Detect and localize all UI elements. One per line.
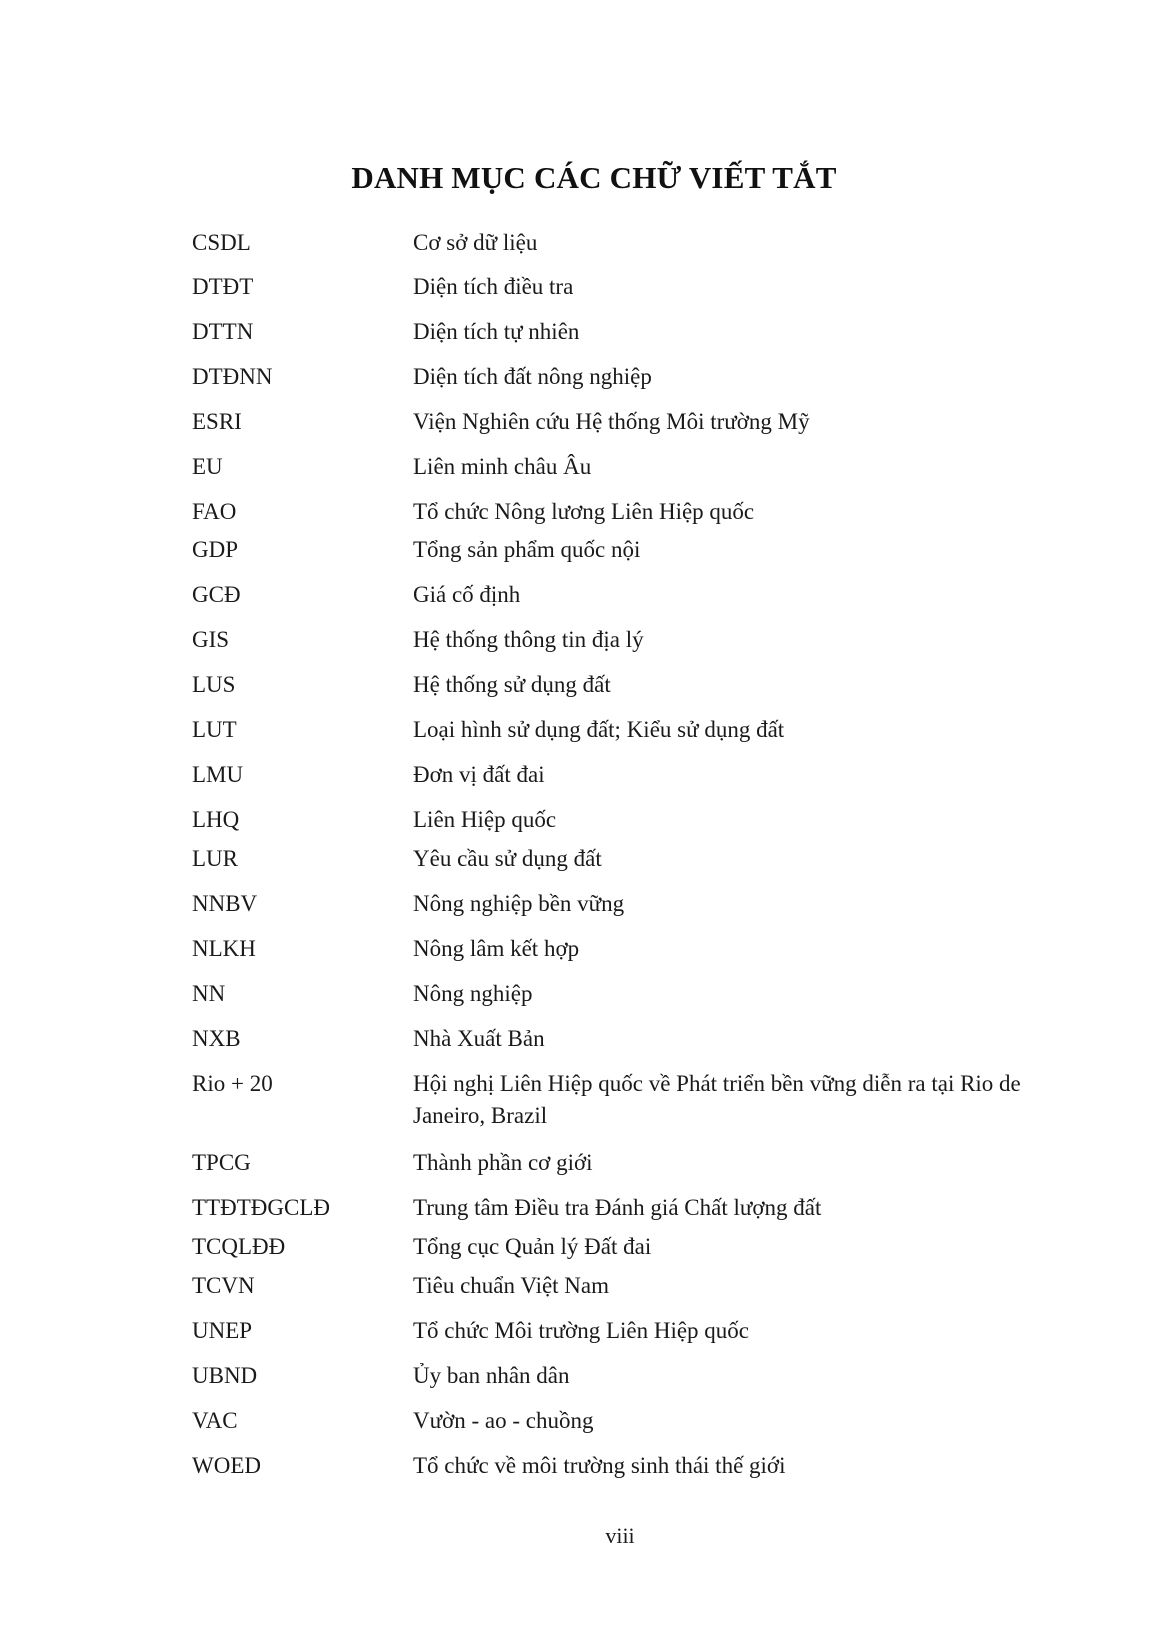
abbreviation: EU (192, 454, 223, 479)
abbreviation-meaning: Loại hình sử dụng đất; Kiểu sử dụng đất (413, 717, 785, 742)
abbreviation-meaning: Diện tích tự nhiên (413, 319, 580, 344)
abbreviation-meaning: Tiêu chuẩn Việt Nam (413, 1273, 610, 1298)
abbreviation-meaning: Nông nghiệp bền vững (413, 891, 625, 916)
abbreviation: Rio + 20 (192, 1071, 273, 1096)
abbreviation-meaning: Hội nghị Liên Hiệp quốc về Phát triển bền vững diễn ra tại Rio de Janeiro, Brazil (413, 1071, 1021, 1128)
abbreviation-meaning: Đơn vị đất đai (413, 762, 545, 787)
abbreviation-meaning: Diện tích đất nông nghiệp (413, 364, 652, 389)
abbreviation: CSDL (192, 230, 251, 255)
abbreviation: TPCG (192, 1150, 251, 1175)
abbreviation: NXB (192, 1026, 241, 1051)
abbreviation: NNBV (192, 891, 258, 916)
abbreviation-meaning: Diện tích điều tra (413, 274, 574, 299)
abbreviation-meaning: Nhà Xuất Bản (413, 1026, 545, 1051)
abbreviation-meaning: Thành phần cơ giới (413, 1150, 593, 1175)
abbreviation: LHQ (192, 807, 240, 832)
abbreviation: TCQLĐĐ (192, 1234, 286, 1259)
abbreviation: VAC (192, 1408, 238, 1433)
abbreviation-meaning: Giá cố định (413, 582, 521, 607)
abbreviation-meaning: Trung tâm Điều tra Đánh giá Chất lượng đất (413, 1195, 822, 1220)
abbreviation: GCĐ (192, 582, 241, 607)
abbreviation-meaning: Hệ thống thông tin địa lý (413, 627, 644, 652)
abbreviation-meaning: Yêu cầu sử dụng đất (413, 846, 602, 871)
abbreviation: LUS (192, 672, 236, 697)
abbreviation: DTĐT (192, 274, 254, 299)
abbreviation-meaning: Liên minh châu Âu (413, 454, 592, 479)
abbreviation: GIS (192, 627, 230, 652)
page-title: DANH MỤC CÁC CHỮ VIẾT TẮT (351, 160, 837, 195)
abbreviation-meaning: Vườn - ao - chuồng (413, 1408, 594, 1433)
abbreviation-meaning: Cơ sở dữ liệu (413, 230, 538, 255)
abbreviation: WOED (192, 1453, 261, 1478)
abbreviation-meaning: Tổ chức Môi trường Liên Hiệp quốc (413, 1318, 750, 1343)
abbreviation-meaning: Tổ chức về môi trường sinh thái thế giới (413, 1453, 786, 1478)
abbreviation: LMU (192, 762, 244, 787)
abbreviation-meaning: Ủy ban nhân dân (413, 1363, 570, 1388)
abbreviation-meaning: Nông nghiệp (413, 981, 533, 1006)
abbreviation-meaning: Liên Hiệp quốc (413, 807, 557, 832)
abbreviation: NLKH (192, 936, 256, 961)
abbreviation: DTTN (192, 319, 254, 344)
abbreviation: TCVN (192, 1273, 255, 1298)
abbreviation-meaning: Tổng cục Quản lý Đất đai (413, 1234, 652, 1259)
abbreviation-meaning: Tổ chức Nông lương Liên Hiệp quốc (413, 499, 755, 524)
page-number: viii (605, 1523, 635, 1548)
abbreviation-meaning: Viện Nghiên cứu Hệ thống Môi trường Mỹ (413, 409, 810, 434)
abbreviation: GDP (192, 537, 239, 562)
abbreviation: DTĐNN (192, 364, 273, 389)
abbreviation: ESRI (192, 409, 242, 434)
abbreviation-meaning: Nông lâm kết hợp (413, 936, 580, 961)
abbreviation: FAO (192, 499, 237, 524)
abbreviation: LUR (192, 846, 238, 871)
abbreviation: TTĐTĐGCLĐ (192, 1195, 330, 1220)
abbreviation: NN (192, 981, 226, 1006)
abbreviation: UNEP (192, 1318, 253, 1343)
abbreviation-meaning: Hệ thống sử dụng đất (413, 672, 611, 697)
abbreviation: LUT (192, 717, 237, 742)
abbreviation: UBND (192, 1363, 258, 1388)
abbreviation-meaning: Tổng sản phẩm quốc nội (413, 537, 641, 562)
